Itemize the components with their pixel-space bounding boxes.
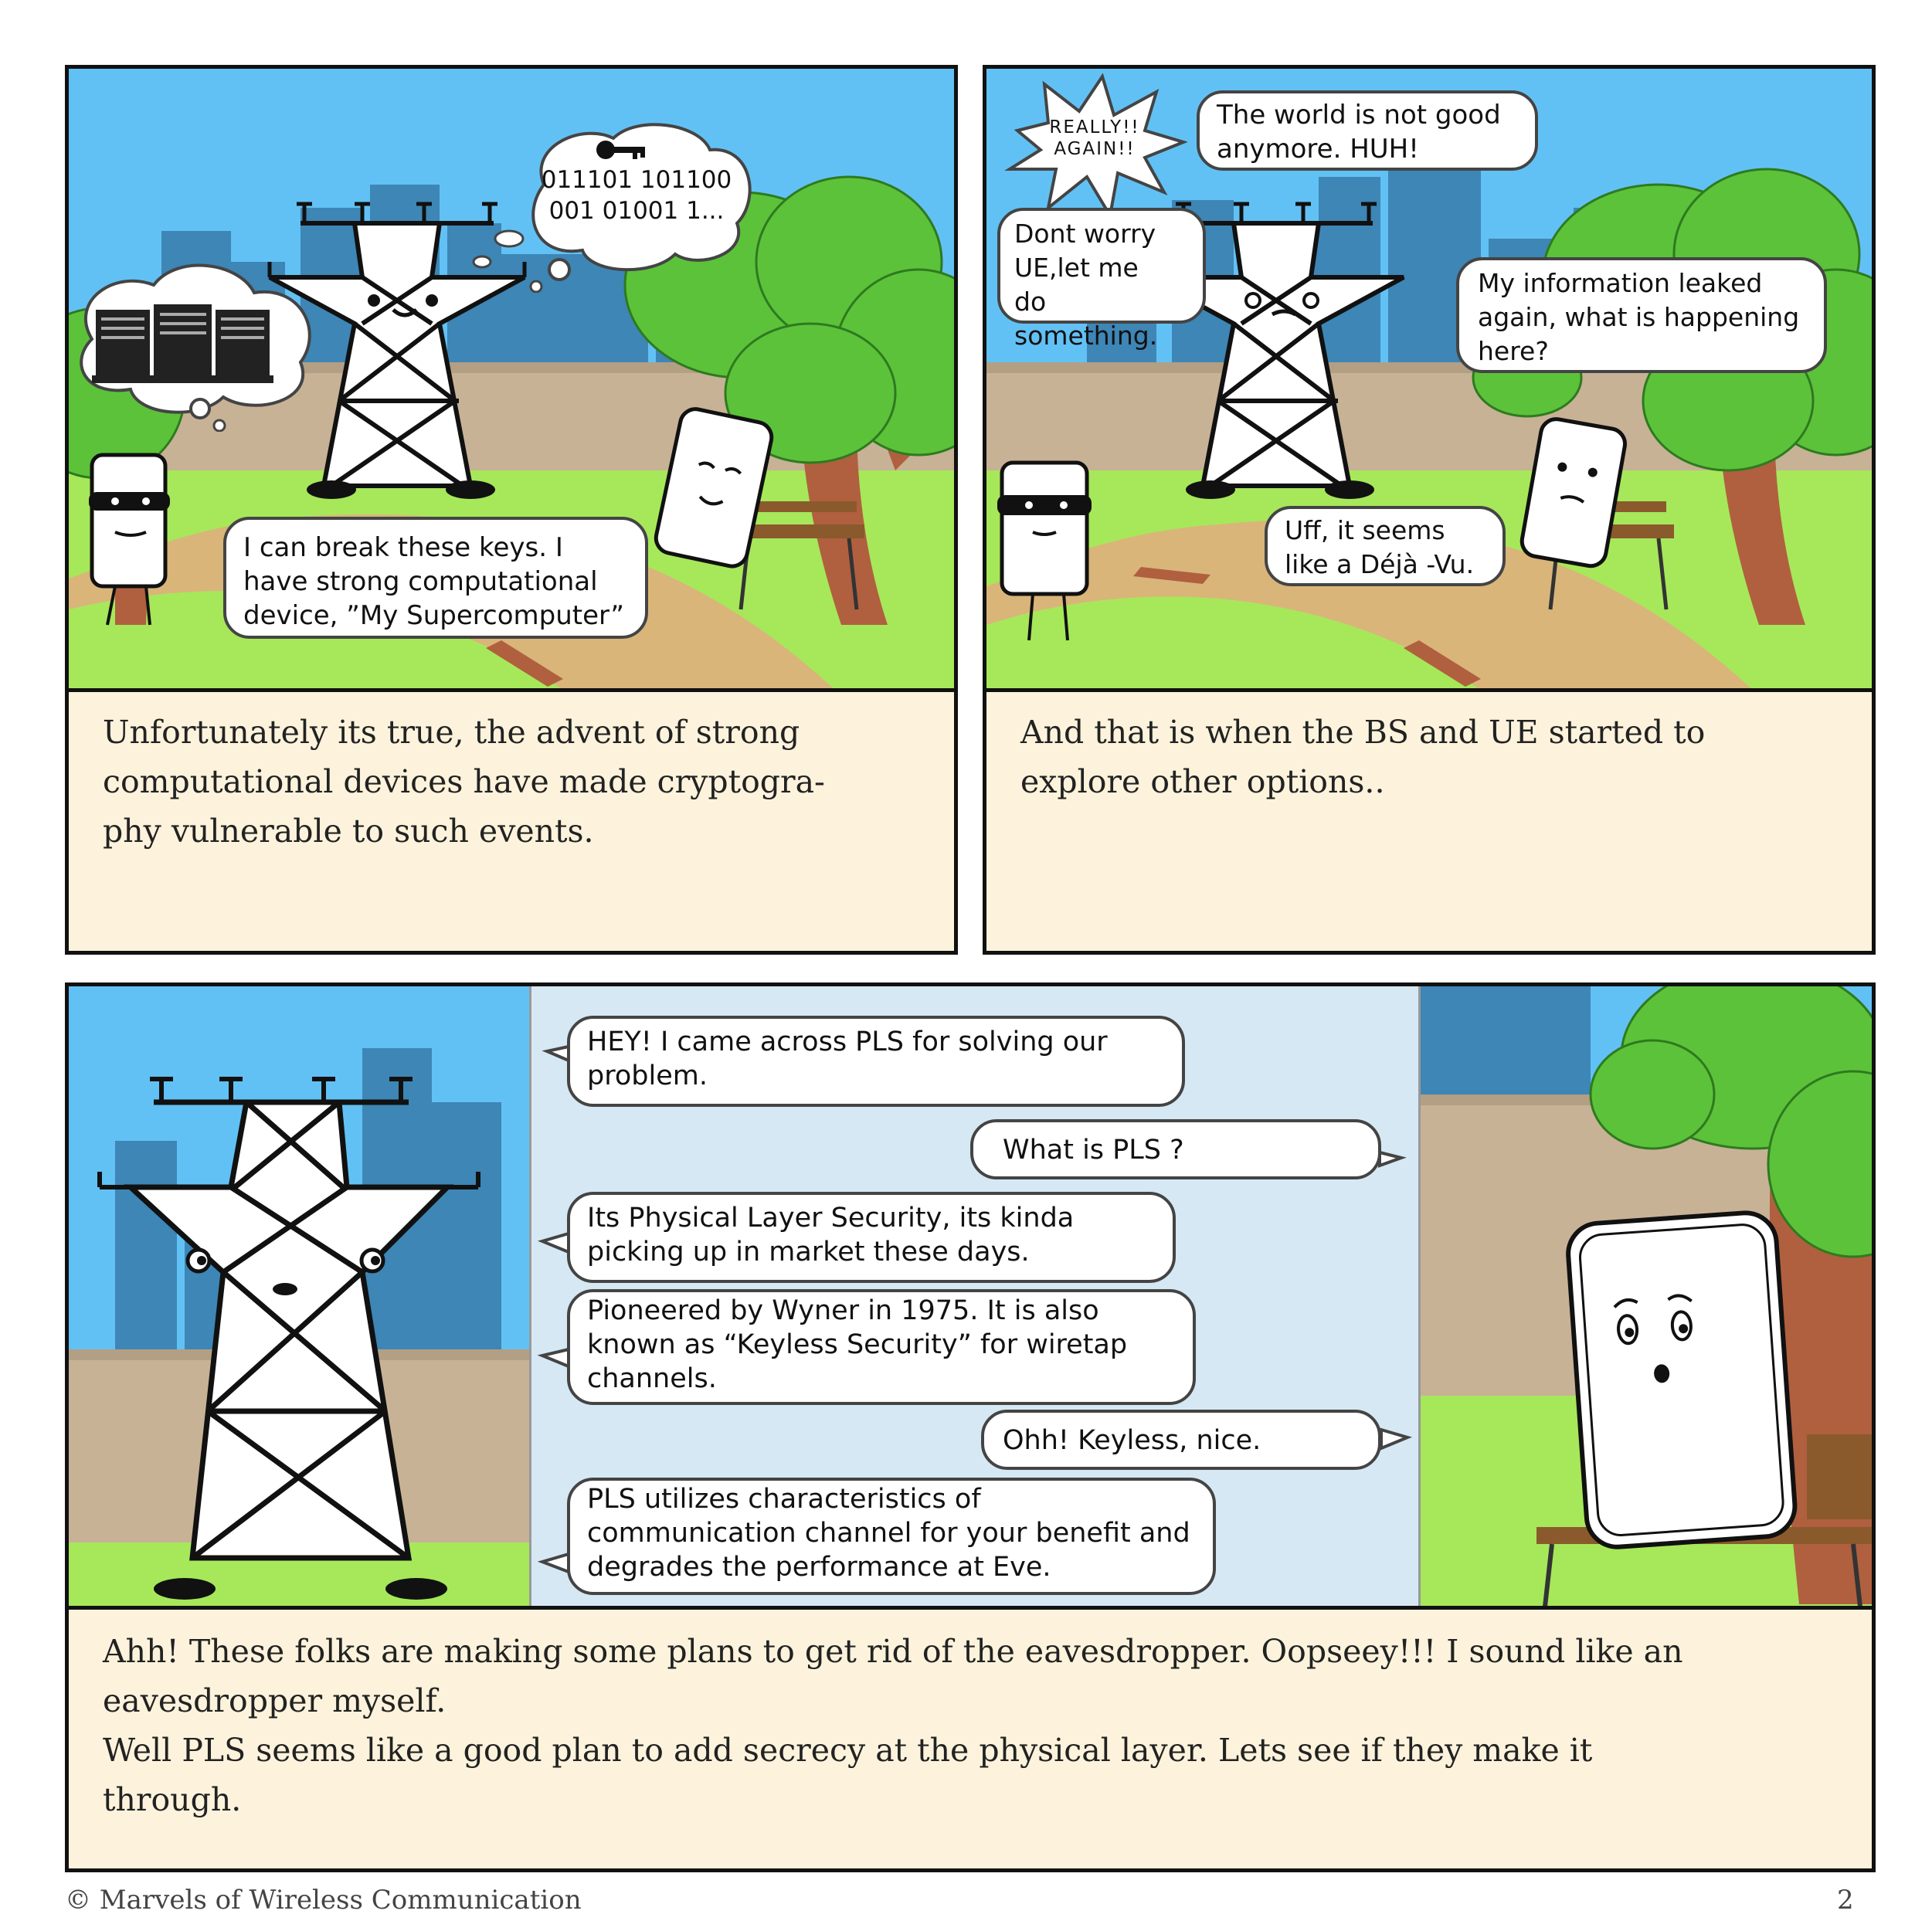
world-line-1: The world is not good [1217, 100, 1501, 131]
thought-dots [440, 223, 532, 331]
deja-line-1: Uff, it seems [1285, 515, 1445, 545]
speech-bubble-ue [1456, 257, 1827, 373]
bs-line-3: do something. [1014, 287, 1158, 351]
exclaim-burst [1002, 69, 1187, 223]
panel-3 [65, 982, 1876, 1872]
chat-area [529, 986, 1421, 1614]
speech-bubble-eve [223, 517, 648, 639]
chat-bubble-4 [567, 1289, 1196, 1405]
chat-bubble-2 [970, 1119, 1381, 1179]
page-number: 2 [1837, 1885, 1854, 1916]
caption-line-1: Unfortunately its true, the advent of strong [103, 714, 800, 751]
chat-3-line-2: picking up in market these days. [587, 1237, 1030, 1268]
panel-3-caption [69, 1606, 1872, 1868]
eve-line-2: have strong computational [243, 566, 598, 598]
ue-line-3: here? [1478, 336, 1549, 366]
binary-line-1: 011101 101100 [541, 166, 732, 194]
chat-4-line-3: channels. [587, 1363, 717, 1394]
server-rack-icon [92, 304, 273, 383]
panel-2-caption [986, 688, 1872, 951]
chat-bubble-6 [567, 1478, 1216, 1595]
caption-line-3: Well PLS seems like a good plan to add secrecy at the physical layer. Lets see if they make it [103, 1732, 1593, 1769]
caption-line-2: computational devices have made cryptogra- [103, 763, 825, 800]
caption-line-3: phy vulnerable to such events. [103, 813, 594, 850]
panel-3-left-scene [69, 986, 529, 1614]
caption-line-4: through. [103, 1781, 242, 1818]
chat-6-line-3: degrades the performance at Eve. [587, 1552, 1051, 1583]
bs-line-2: UE,let me [1014, 253, 1139, 283]
chat-bubble-1 [567, 1016, 1185, 1107]
caption-line-2: explore other options.. [1020, 763, 1385, 800]
chat-6-line-2: communication channel for your benefit and [587, 1518, 1190, 1549]
chat-1-line-1: HEY! I came across PLS for solving our [587, 1027, 1108, 1057]
ue-line-2: again, what is happening [1478, 302, 1800, 332]
chat-3-line-1: Its Physical Layer Security, its kinda [587, 1203, 1075, 1234]
world-line-2: anymore. HUH! [1217, 134, 1419, 165]
panel-2 [983, 65, 1876, 955]
bs-line-1: Dont worry [1014, 219, 1156, 249]
eve-line-3: device, ”My Supercomputer” [243, 600, 625, 632]
eve-line-1: I can break these keys. I [243, 532, 563, 563]
panel-3-right-scene [1421, 986, 1872, 1614]
binary-line-2: 001 01001 1... [548, 197, 725, 225]
caption-line-2: eavesdropper myself. [103, 1682, 446, 1719]
caption-line-1: Ahh! These folks are making some plans to get rid of the eavesdropper. Oopseey!!! I sound like an [103, 1633, 1683, 1670]
chat-5-line-1: Ohh! Keyless, nice. [1003, 1425, 1261, 1456]
speech-bubble-bs [997, 208, 1206, 351]
speech-bubble-world [1197, 90, 1538, 171]
copyright-footer: © Marvels of Wireless Communication [65, 1885, 582, 1916]
panel-1-caption [69, 688, 954, 951]
chat-bubble-5 [981, 1410, 1381, 1470]
panel-1 [65, 65, 958, 955]
chat-6-line-1: PLS utilizes characteristics of [587, 1484, 981, 1515]
chat-bubble-3 [567, 1192, 1176, 1283]
caption-line-1: And that is when the BS and UE started to [1020, 714, 1706, 751]
deja-line-2: like a Déjà -Vu. [1285, 549, 1475, 579]
supercomputer-thought-cloud [69, 254, 324, 432]
chat-4-line-1: Pioneered by Wyner in 1975. It is also [587, 1295, 1099, 1326]
exclaim-line-1: REALLY!! [1049, 117, 1140, 137]
exclaim-line-2: AGAIN!! [1054, 139, 1136, 159]
ue-line-1: My information leaked [1478, 268, 1763, 298]
chat-1-line-2: problem. [587, 1061, 708, 1091]
chat-4-line-2: known as “Keyless Security” for wiretap [587, 1329, 1128, 1360]
binary-thought-cloud [513, 115, 760, 293]
chat-2-line-1: What is PLS ? [1003, 1135, 1184, 1166]
speech-bubble-deja-vu [1265, 506, 1506, 586]
